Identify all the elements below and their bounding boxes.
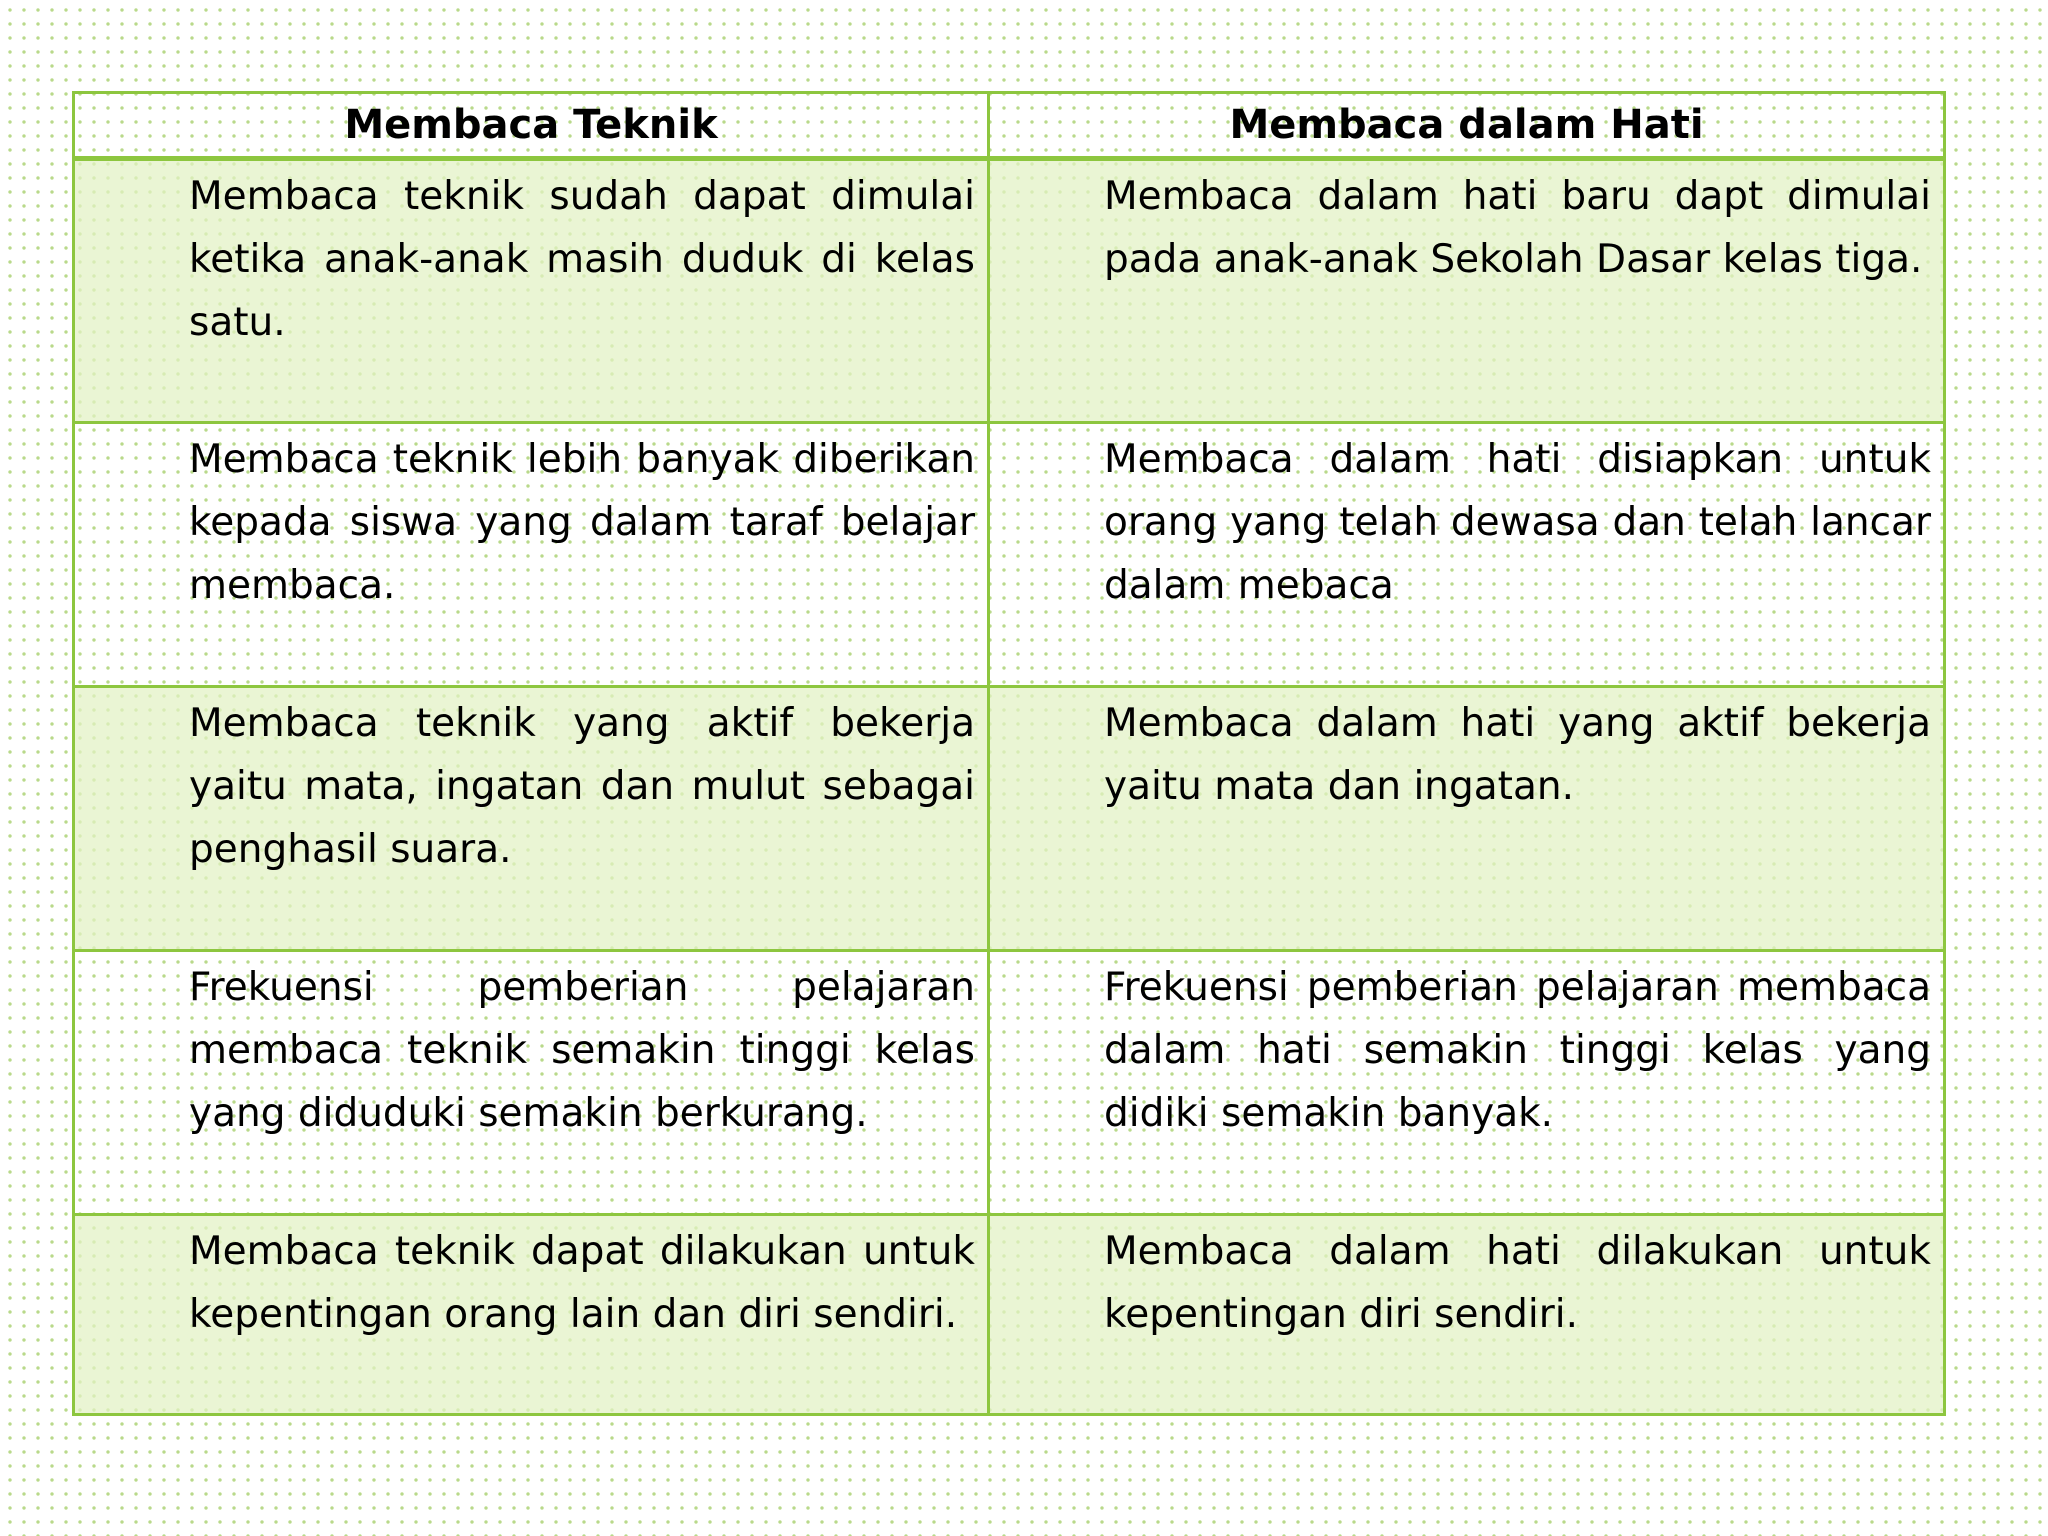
cell-teknik: Frekuensi pemberian pelajaran membaca teknik semakin tinggi kelas yang diduduki semakin berkurang. [74,951,989,1215]
table-row [74,1215,1945,1415]
cell-hati: Membaca dalam hati disiapkan untuk orang yang telah dewasa dan telah lancar dalam mebaca [989,423,1945,687]
cell-teknik: Membaca teknik lebih banyak diberikan kepada siswa yang dalam taraf belajar membaca. [74,423,989,687]
table-row [74,951,1945,1215]
cell-hati: Membaca dalam hati dilakukan untuk kepentingan diri sendiri. [989,1215,1945,1415]
header-membaca-teknik: Membaca Teknik [74,93,989,159]
header-membaca-dalam-hati: Membaca dalam Hati [989,93,1945,159]
cell-hati: Frekuensi pemberian pelajaran membaca dalam hati semakin tinggi kelas yang didiki semakin banyak. [989,951,1945,1215]
cell-hati: Membaca dalam hati baru dapt dimulai pada anak-anak Sekolah Dasar kelas tiga. [989,159,1945,423]
cell-teknik: Membaca teknik dapat dilakukan untuk kepentingan orang lain dan diri sendiri. [74,1215,989,1415]
cell-teknik: Membaca teknik yang aktif bekerja yaitu mata, ingatan dan mulut sebagai penghasil suara. [74,687,989,951]
header-row [74,93,1945,159]
table-row [74,159,1945,423]
comparison-table [72,91,1946,1416]
table-row [74,687,1945,951]
table-row [74,423,1945,687]
cell-teknik: Membaca teknik sudah dapat dimulai ketika anak-anak masih duduk di kelas satu. [74,159,989,423]
cell-hati: Membaca dalam hati yang aktif bekerja yaitu mata dan ingatan. [989,687,1945,951]
